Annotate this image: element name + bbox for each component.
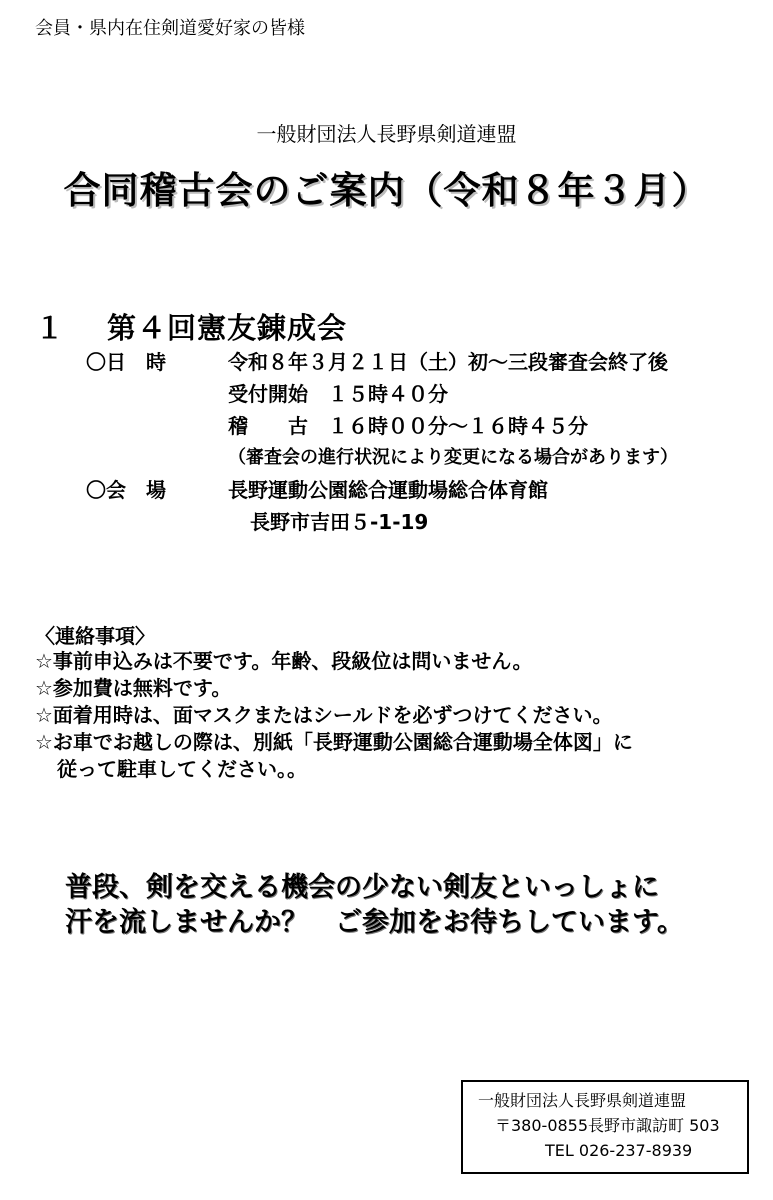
date-label: 〇日 時	[86, 350, 166, 374]
message-line-2: 汗を流しませんか？ ご参加をお待ちしています。	[65, 907, 684, 938]
note-item: ☆事前申込みは不要です。年齢、段級位は問いません。	[35, 649, 533, 673]
note-item: ☆お車でお越しの際は、別紙「長野運動公園総合運動場全体図」に	[35, 730, 633, 754]
note-item-continuation: 従って駐車してください。。	[57, 757, 307, 781]
contact-organization: 一般財団法人長野県剣道連盟	[478, 1091, 687, 1110]
note-item: ☆面着用時は、面マスクまたはシールドを必ずつけてください。	[35, 703, 613, 727]
notes-list	[35, 648, 633, 783]
venue-label: 〇会 場	[86, 478, 166, 502]
note-item: ☆参加費は無料です。	[35, 676, 232, 700]
section-number: １	[35, 311, 66, 345]
invitation-message	[65, 870, 684, 940]
date-value: 令和８年３月２１日（土）初～三段審査会終了後	[228, 350, 668, 374]
contact-phone: TEL 026-237-8939	[545, 1141, 693, 1160]
recipient-line: 会員・県内在住剣道愛好家の皆様	[35, 18, 305, 39]
contact-box	[461, 1080, 749, 1174]
schedule-note: （審査会の進行状況により変更になる場合があります）	[228, 447, 678, 468]
notes-heading: 〈連絡事項〉	[35, 624, 155, 648]
venue-name: 長野運動公園総合運動場総合体育館	[228, 478, 548, 502]
venue-address: 長野市吉田５-1-19	[250, 510, 429, 534]
practice-time: 稽 古 １６時００分～１６時４５分	[228, 414, 588, 438]
contact-address: 〒380-0855長野市諏訪町 503	[495, 1116, 720, 1135]
page-title: 合同稽古会のご案内（令和８年３月）	[63, 169, 710, 212]
section-heading	[35, 306, 347, 347]
organization-name: 一般財団法人長野県剣道連盟	[256, 122, 517, 146]
section-title: 第４回憲友錬成会	[107, 311, 348, 345]
reception-time: 受付開始 １５時４０分	[228, 382, 448, 406]
message-line-1: 普段、剣を交える機会の少ない剣友といっしょに	[65, 872, 659, 903]
